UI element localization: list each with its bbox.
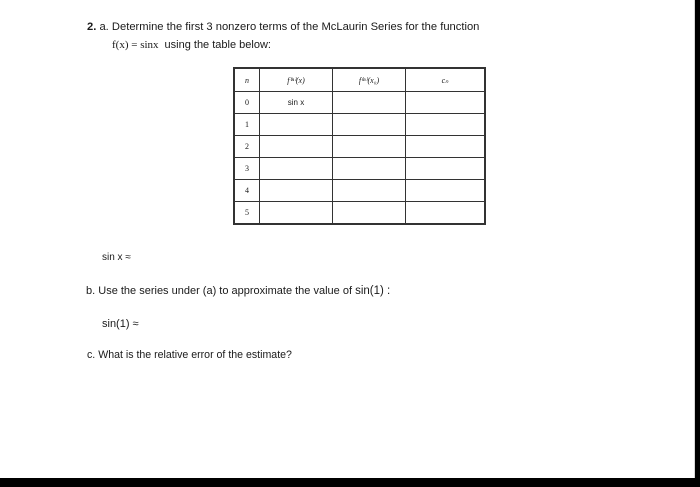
row-derivative bbox=[260, 136, 333, 158]
question-number: 2. bbox=[87, 21, 97, 33]
row-derivative bbox=[260, 158, 333, 180]
table-row bbox=[234, 92, 485, 114]
part-b-label: b. bbox=[86, 285, 96, 297]
table-row bbox=[234, 158, 485, 180]
row-derivative-at-x0 bbox=[333, 202, 406, 225]
table-row bbox=[234, 180, 485, 202]
header-n: n bbox=[234, 68, 260, 92]
function-expression: f(x) = sinx bbox=[112, 39, 159, 51]
row-coefficient bbox=[406, 92, 486, 114]
row-derivative bbox=[260, 180, 333, 202]
row-derivative bbox=[260, 114, 333, 136]
row-derivative-at-x0 bbox=[333, 114, 406, 136]
row-n: 3 bbox=[234, 158, 260, 180]
row-n: 0 bbox=[234, 92, 260, 114]
table-row bbox=[234, 114, 485, 136]
row-coefficient bbox=[406, 158, 486, 180]
row-coefficient bbox=[406, 180, 486, 202]
row-derivative: sin x bbox=[260, 92, 333, 114]
part-b-text: Use the series under (a) to approximate the value of bbox=[98, 285, 352, 297]
header-derivative-at-x0: f⁽ⁿ⁾(x₀) bbox=[333, 68, 406, 92]
part-a-label: a. bbox=[99, 21, 109, 33]
header-derivative: f⁽ⁿ⁾(x) bbox=[260, 68, 333, 92]
part-a-text: Determine the first 3 nonzero terms of the McLaurin Series for the function bbox=[111, 21, 480, 33]
answer-b-prompt: sin(1) ≈ bbox=[102, 318, 139, 330]
question-part-c-line bbox=[87, 349, 292, 361]
function-definition-line bbox=[112, 39, 271, 51]
part-b-expression: sin(1) : bbox=[355, 285, 391, 297]
table-header-row bbox=[234, 68, 485, 92]
header-coefficient: cₙ bbox=[406, 68, 486, 92]
row-n: 4 bbox=[234, 180, 260, 202]
table-row bbox=[234, 136, 485, 158]
function-instruction: using the table below: bbox=[164, 39, 271, 51]
row-derivative bbox=[260, 202, 333, 225]
row-coefficient bbox=[406, 136, 486, 158]
row-derivative-at-x0 bbox=[333, 92, 406, 114]
taylor-series-table bbox=[233, 67, 486, 225]
part-c-label: c. bbox=[87, 349, 96, 361]
row-n: 5 bbox=[234, 202, 260, 225]
answer-a-prompt: sin x ≈ bbox=[102, 252, 131, 263]
table-row bbox=[234, 202, 485, 225]
row-coefficient bbox=[406, 202, 486, 225]
question-part-b-line bbox=[86, 285, 390, 297]
row-derivative-at-x0 bbox=[333, 180, 406, 202]
row-derivative-at-x0 bbox=[333, 136, 406, 158]
row-derivative-at-x0 bbox=[333, 158, 406, 180]
row-coefficient bbox=[406, 114, 486, 136]
row-n: 1 bbox=[234, 114, 260, 136]
part-c-text: What is the relative error of the estimate? bbox=[98, 349, 292, 361]
row-n: 2 bbox=[234, 136, 260, 158]
question-part-a-line bbox=[87, 21, 479, 33]
